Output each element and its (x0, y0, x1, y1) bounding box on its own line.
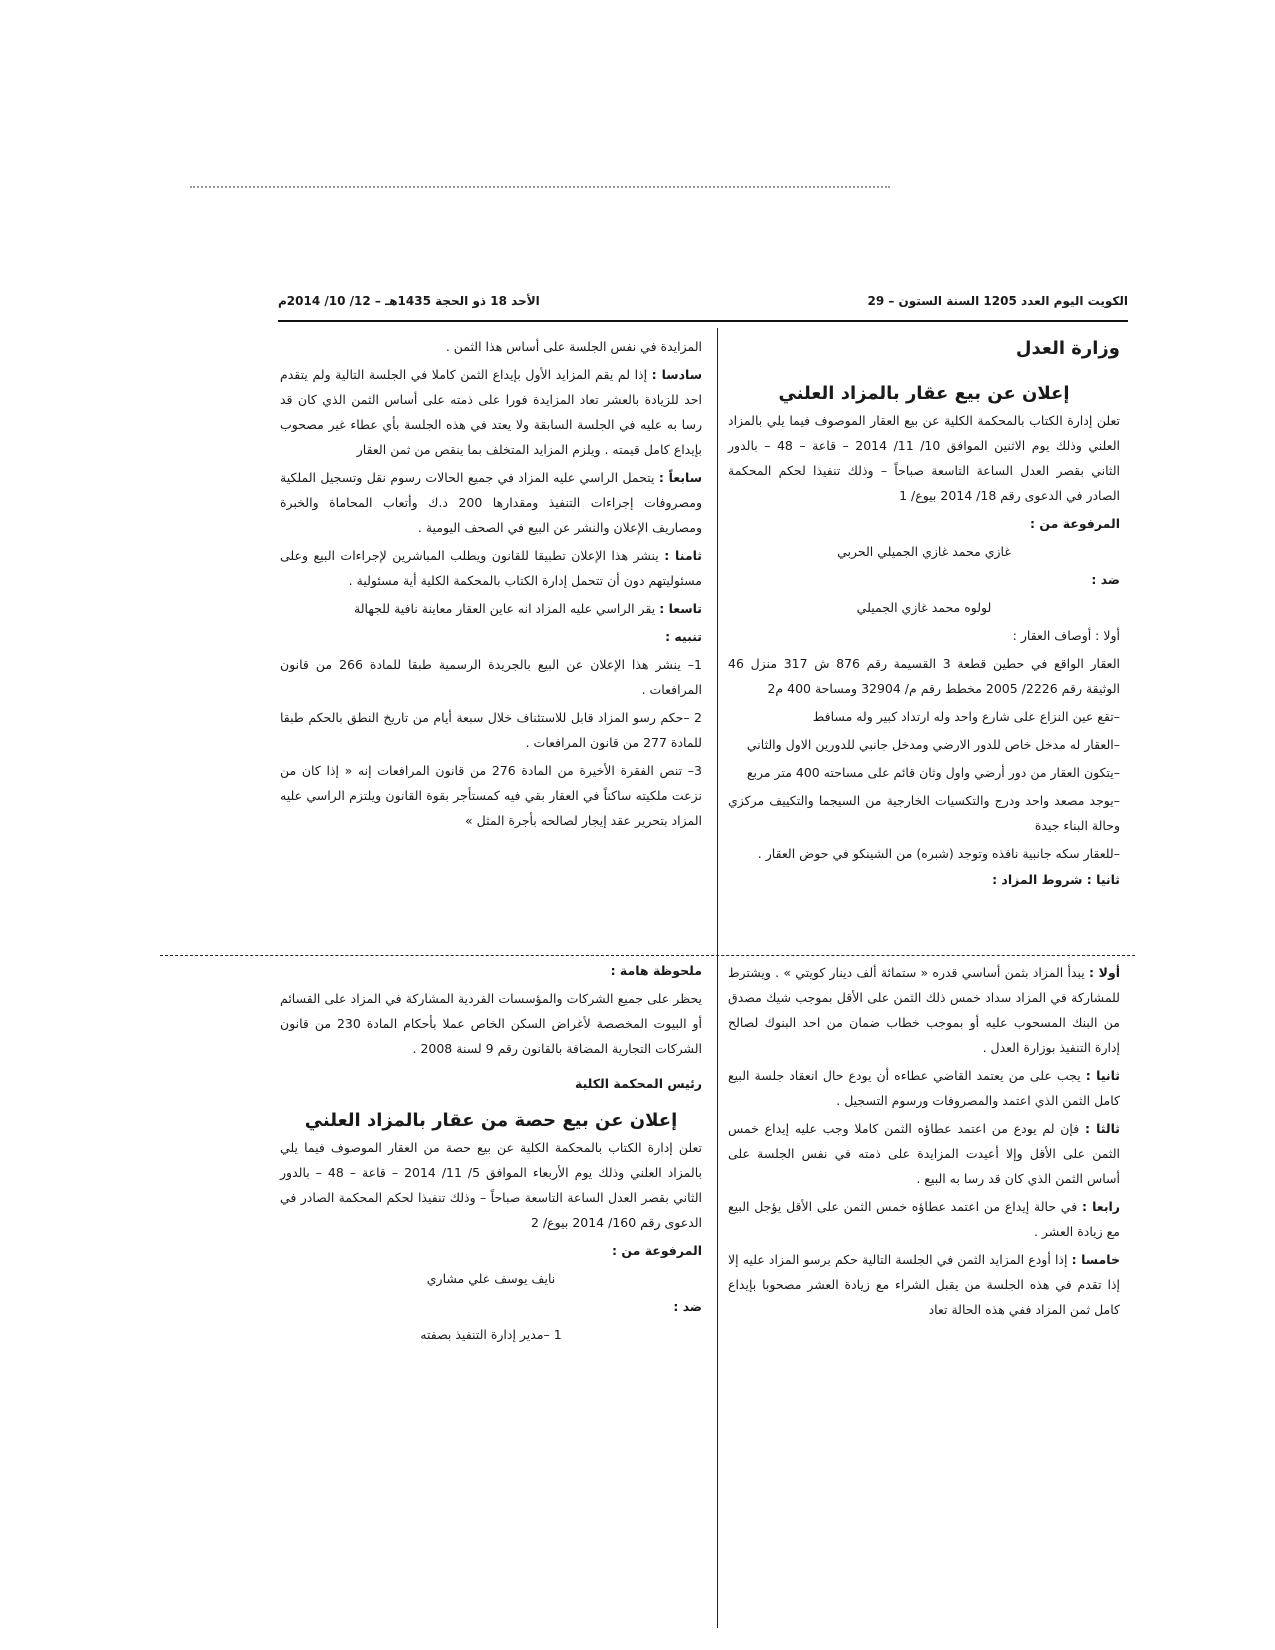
condition-label: رابعا : (1081, 1199, 1120, 1214)
defendant-label-2: ضد : (673, 1299, 702, 1314)
announcement-title-2: إعلان عن بيع حصة من عقار بالمزاد العلني (304, 1110, 678, 1131)
announcement-intro: تعلن إدارة الكتاب بالمحكمة الكلية عن بيع العقار الموصوف فيما يلي بالمزاد العلني وذلك يوم الاثنين الموافق 10/ 11/ 2014 – قاعة – 48 – بالدور الثاني بقصر العدل الساعة التاسعة صباحاً – وذلك تنفيذا لحكم المحكمة الصادر في الدعوى رقم 18/ 2014 بيوع/ 1 (728, 413, 1120, 503)
condition-item (280, 596, 702, 621)
condition-item (728, 1247, 1120, 1322)
column-divider (717, 328, 718, 1628)
scan-artifact-dots (190, 186, 890, 188)
condition-text: فإن لم يودع من اعتمد عطاؤه الثمن كاملا وجب عليه إيداع خمس الثمن على الأقل وإلا أعيدت المزايدة على ذمته في نفس الجلسة على أساس الثمن الذي كان قد رسا به البيع . (728, 1121, 1120, 1186)
condition-label: سادسا : (651, 367, 703, 382)
condition-item (728, 1116, 1120, 1191)
condition-text: ينشر هذا الإعلان تطبيقا للقانون ويطلب المباشرين لإجراءات البيع وعلى مسئوليتهم دون أن تتحمل إدارة الكتاب بالمحكمة الكلية أية مسئولية . (280, 548, 702, 588)
description-line: العقار الواقع في حطين قطعة 3 القسيمة رقم 876 ش 317 منزل 46 الوثيقة رقم 2226/ 2005 مخطط رقم م/ 32904 ومساحة 400 م2 (728, 656, 1120, 696)
description-line: –يوجد مصعد واحد ودرج والتكسيات الخارجية من السيجما والتكييف مركزي وحالة البناء جيدة (728, 793, 1120, 833)
header-date: الأحد 18 ذو الحجة 1435هـ – 12/ 10/ 2014م (278, 294, 540, 308)
plaintiff-name-2: نايف يوسف علي مشاري (426, 1271, 556, 1286)
important-note-label: ملحوظة هامة : (610, 963, 702, 978)
condition-text: يتحمل الراسي عليه المزاد في جميع الحالات رسوم نقل وتسجيل الملكية ومصروفات إجراءات التنفيذ ومقدارها 200 د.ك وأتعاب المحاماة والخبرة ومصاريف الإعلان والنشر عن البيع في الصحف اليومية . (280, 470, 702, 535)
notice-item: 1– ينشر هذا الإعلان عن البيع بالجريدة الرسمية طبقا للمادة 266 من قانون المرافعات . (280, 657, 702, 697)
header-issue-info: الكويت اليوم العدد 1205 السنة الستون – 29 (867, 294, 1128, 308)
announcement-title: إعلان عن بيع عقار بالمزاد العلني (778, 383, 1070, 404)
description-line: –تقع عين النزاع على شارع واحد وله ارتداد كبير وله مسافط (812, 709, 1120, 724)
condition-item (728, 1194, 1120, 1244)
ministry-heading: وزارة العدل (1015, 338, 1120, 359)
defendant-label: ضد : (1091, 572, 1120, 587)
plaintiff-label-2: المرفوعة من : (612, 1243, 702, 1258)
right-column-bottom (728, 960, 1120, 1325)
condition-label: خامسا : (1071, 1252, 1120, 1267)
plaintiff-name: غازي محمد غازي الجميلي الحربي (837, 544, 1011, 559)
important-note-text: يحظر على جميع الشركات والمؤسسات الفردية المشاركة في المزاد على القسائم أو البيوت المخصصة لأغراض السكن الخاص عملا بأحكام المادة 230 من قانون الشركات التجارية المضافة بالقانون رقم 9 لسنة 2008 . (280, 991, 702, 1056)
description-line: –للعقار سكه جانبية نافذه وتوجد (شبره) من الشينكو في حوض العقار . (757, 846, 1120, 861)
condition-text: إذا أودع المزايد الثمن في الجلسة التالية حكم برسو المزاد عليه إلا إذا تقدم في هذه الجلسة من يقبل الشراء مع زيادة العشر مصحوبا بإيداع كامل ثمن المزاد ففي هذه الحالة تعاد (728, 1252, 1120, 1317)
notice-label: تنبيه : (665, 629, 702, 644)
header-rule (278, 320, 1128, 322)
condition-label: أولا : (1089, 965, 1120, 980)
notice-item: 2 –حكم رسو المزاد قابل للاستئناف خلال سبعة أيام من تاريخ النطق بالحكم طبقا للمادة 277 من قانون المرافعات . (280, 710, 702, 750)
condition-item (728, 1063, 1120, 1113)
condition-item (280, 362, 702, 462)
left-column-bottom (280, 962, 702, 1350)
condition-item (280, 465, 702, 540)
signature: رئيس المحكمة الكلية (575, 1076, 702, 1091)
announcement-intro-2: تعلن إدارة الكتاب بالمحكمة الكلية عن بيع حصة من العقار الموصوف فيما يلي بالمزاد العلني وذلك يوم الأربعاء الموافق 5/ 11/ 2014 – قاعة – 48 – بالدور الثاني بقصر العدل الساعة التاسعة صباحاً – وذلك تنفيذا لحكم المحكمة الصادر في الدعوى رقم 160/ 2014 بيوع/ 2 (280, 1140, 702, 1230)
condition-text: في حالة إيداع من اعتمد عطاؤه خمس الثمن على الأقل يؤجل البيع مع زيادة العشر . (728, 1199, 1120, 1239)
condition-label: ثانيا : (1085, 1068, 1120, 1083)
condition-label: ثالثا : (1084, 1121, 1120, 1136)
description-label: أولا : أوصاف العقار : (1012, 628, 1120, 643)
description-line: –العقار له مدخل خاص للدور الارضي ومدخل جانبي للدورين الاول والثاني (746, 737, 1120, 752)
plaintiff-label: المرفوعة من : (1030, 516, 1120, 531)
right-column-top (728, 336, 1120, 895)
condition-label: سابعاً : (658, 470, 702, 485)
continuation-text: المزايدة في نفس الجلسة على أساس هذا الثمن . (445, 339, 702, 354)
condition-text: إذا لم يقم المزايد الأول بإيداع الثمن كاملا في الجلسة التالية ولم يتقدم احد للزيادة بالعشر تعاد المزايدة فورا على ذمته على أساس الثمن الذي كان قد رسا به عليه في الجلسة السابقة ولا يعتد في هذه الجلسة بأي عطاء غير مصحوب بإيداع كامل قيمته . ويلزم المزايد المتخلف بما ينقص من ثمن العقار (280, 367, 702, 457)
condition-item (280, 543, 702, 593)
condition-item (728, 960, 1120, 1060)
condition-text: يجب على من يعتمد القاضي عطاءه أن يودع حال انعقاد جلسة البيع كامل الثمن الذي اعتمد والمصروفات ورسوم التسجيل . (728, 1068, 1120, 1108)
page-header (278, 292, 1128, 314)
condition-text: يبدأ المزاد بثمن أساسي قدره « ستمائة ألف دينار كويتي » . ويشترط للمشاركة في المزاد سداد خمس ذلك الثمن على الأقل بموجب شيك مصدق من البنك المسحوب عليه أو بموجب خطاب ضمان من احد البنوك لصالح إدارة التنفيذ بوزارة العدل . (728, 965, 1120, 1055)
notice-item: 3– تنص الفقرة الأخيرة من المادة 276 من قانون المرافعات إنه « إذا كان من نزعت ملكيته ساكناً في العقار بقي فيه كمستأجر بقوة القانون ويلتزم الراسي عليه المزاد بتحرير عقد إيجار لصالحه بأجرة المثل » (280, 763, 702, 828)
defendant-name: لولوه محمد غازي الجميلي (856, 600, 992, 615)
condition-text: يقر الراسي عليه المزاد انه عاين العقار معاينة نافية للجهالة (354, 601, 656, 616)
condition-label: ثامنا : (664, 548, 702, 563)
left-column-top (280, 334, 702, 836)
condition-label: تاسعا : (659, 601, 702, 616)
defendant-name-2: 1 –مدير إدارة التنفيذ بصفته (420, 1327, 562, 1342)
section-divider (160, 955, 1135, 956)
conditions-label: ثانيا : شروط المزاد : (992, 872, 1120, 887)
description-line: –يتكون العقار من دور أرضي واول وثان قائم على مساحته 400 متر مربع (746, 765, 1120, 780)
